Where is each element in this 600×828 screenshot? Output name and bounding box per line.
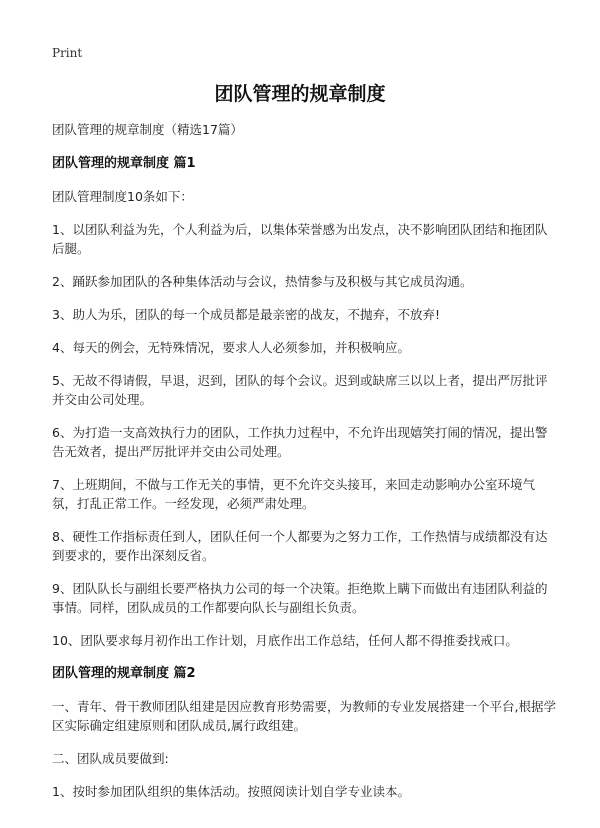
paragraph: 一、青年、骨干教师团队组建是因应教育形势需要，为教师的专业发展搭建一个平台,根据学区实际确定组建原则和团队成员,属行政组建。 xyxy=(52,699,556,733)
section-heading: 团队管理的规章制度 篇1 xyxy=(52,156,196,171)
paragraph: 团队管理制度10条如下： xyxy=(52,189,193,204)
paragraph: 5、无故不得请假，早退，迟到，团队的每个会议。迟到或缺席三以以上者，提出严厉批评并交由公司处理。 xyxy=(52,373,548,407)
paragraph: 6、为打造一支高效执行力的团队，工作执力过程中，不允许出现嬉笑打闹的情况，提出警告无效者，提出严厉批评并交由公司处理。 xyxy=(52,425,548,459)
paragraph: 4、每天的例会，无特殊情况，要求人人必须参加，并积极响应。 xyxy=(52,340,410,355)
paragraph: 8、硬性工作指标责任到人，团队任何一个人都要为之努力工作，工作热情与成绩都没有达到要求的，要作出深刻反省。 xyxy=(52,529,548,563)
section-heading: 团队管理的规章制度 篇2 xyxy=(52,666,196,681)
paragraph: 1、以团队利益为先，个人利益为后，以集体荣誉感为出发点，决不影响团队团结和拖团队后腿。 xyxy=(52,222,548,256)
document-body xyxy=(52,120,556,815)
paragraph: 9、团队队长与副组长要严格执力公司的每一个决策。拒绝欺上瞒下而做出有违团队利益的事情。同样，团队成员的工作都要向队长与副组长负责。 xyxy=(52,581,548,615)
paragraph: 二、团队成员要做到: xyxy=(52,751,169,766)
paragraph: 3、助人为乐，团队的每一个成员都是最亲密的战友，不抛弃，不放弃! xyxy=(52,307,440,322)
print-link[interactable]: Print xyxy=(52,46,83,60)
paragraph: 10、团队要求每月初作出工作计划，月底作出工作总结，任何人都不得推委找戒口。 xyxy=(52,633,518,648)
section-1 xyxy=(52,154,556,650)
paragraph: 2、踊跃参加团队的各种集体活动与会议，热情参与及积极与其它成员沟通。 xyxy=(52,274,473,289)
paragraph: 7、上班期间，不做与工作无关的事情，更不允许交头接耳，来回走动影响办公室环境气氛，打乱正常工作。一经发现，必须严肃处理。 xyxy=(52,477,535,511)
page-title: 团队管理的规章制度 xyxy=(214,83,386,105)
section-2 xyxy=(52,664,556,801)
document-subtitle: 团队管理的规章制度（精选17篇） xyxy=(52,122,243,137)
paragraph: 1、按时参加团队组织的集体活动。按照阅读计划自学专业读本。 xyxy=(52,784,410,799)
